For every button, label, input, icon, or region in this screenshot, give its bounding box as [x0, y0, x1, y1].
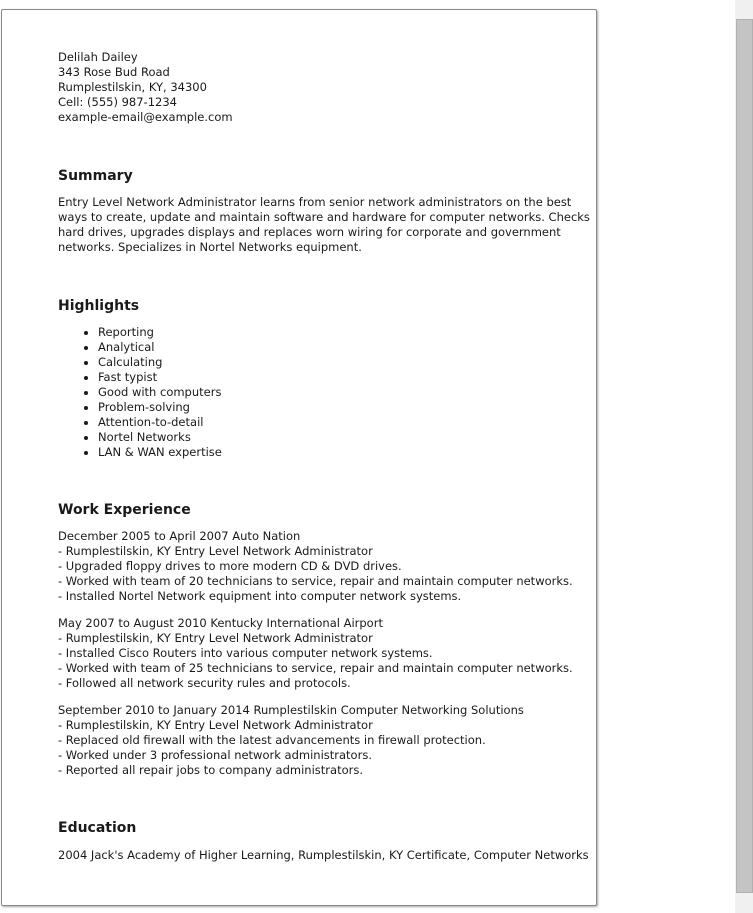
scrollbar-thumb[interactable] [736, 19, 753, 893]
contact-street: 343 Rose Bud Road [58, 65, 170, 79]
work-experience-heading: Work Experience [58, 502, 191, 518]
highlight-item: • Problem-solving [98, 400, 594, 415]
job-line: - Followed all network security rules and protocols. [58, 676, 351, 690]
contact-city: Rumplestilskin, KY, 34300 [58, 80, 207, 94]
contact-email: example-email@example.com [58, 110, 233, 124]
job-line: - Installed Cisco Routers into various computer network systems. [58, 646, 433, 660]
highlights-heading: Highlights [58, 298, 140, 314]
education-heading: Education [58, 820, 137, 836]
resume-content [58, 50, 594, 863]
job-line: - Worked with team of 20 technicians to service, repair and maintain computer networks. [58, 574, 573, 588]
job-header: May 2007 to August 2010 Kentucky International Airport [58, 616, 383, 630]
highlight-item: • Calculating [98, 355, 594, 370]
job-entry [58, 616, 594, 691]
contact-block [58, 50, 594, 125]
summary-heading: Summary [58, 168, 133, 184]
job-header: September 2010 to January 2014 Rumplestilskin Computer Networking Solutions [58, 703, 524, 717]
education-text: 2004 Jack's Academy of Higher Learning, Rumplestilskin, KY Certificate, Computer Networks [58, 848, 589, 862]
job-line: - Rumplestilskin, KY Entry Level Network Administrator [58, 631, 373, 645]
highlight-item: • Fast typist [98, 370, 594, 385]
highlight-item: • Reporting [98, 325, 594, 340]
job-line: - Rumplestilskin, KY Entry Level Network Administrator [58, 544, 373, 558]
highlight-item: • Analytical [98, 340, 594, 355]
highlight-item: • Attention-to-detail [98, 415, 594, 430]
job-line: - Upgraded floppy drives to more modern CD & DVD drives. [58, 559, 402, 573]
highlight-item: • Good with computers [98, 385, 594, 400]
summary-text: Entry Level Network Administrator learns from senior network administrators on the best ways to create, update and maintain software and hardware for computer networks. Checks hard drives, upgrades displays and replaces worn wiring for corporate and government networks. Specializes in Nortel Networks equipment. [58, 195, 590, 254]
job-line: - Worked under 3 professional network administrators. [58, 748, 372, 762]
highlight-item: • Nortel Networks [98, 430, 594, 445]
job-line: - Installed Nortel Network equipment into computer network systems. [58, 589, 462, 603]
highlights-list [58, 325, 594, 460]
job-line: - Replaced old firewall with the latest advancements in firewall protection. [58, 733, 486, 747]
vertical-scrollbar[interactable] [735, 0, 753, 913]
job-line: - Worked with team of 25 technicians to service, repair and maintain computer networks. [58, 661, 573, 675]
resume-page [1, 9, 597, 906]
highlight-item: • LAN & WAN expertise [98, 445, 594, 460]
job-entry [58, 529, 594, 604]
job-line: - Rumplestilskin, KY Entry Level Network Administrator [58, 718, 373, 732]
contact-name: Delilah Dailey [58, 50, 138, 64]
job-line: - Reported all repair jobs to company administrators. [58, 763, 363, 777]
contact-cell: Cell: (555) 987-1234 [58, 95, 177, 109]
job-header: December 2005 to April 2007 Auto Nation [58, 529, 301, 543]
job-entry [58, 703, 594, 778]
